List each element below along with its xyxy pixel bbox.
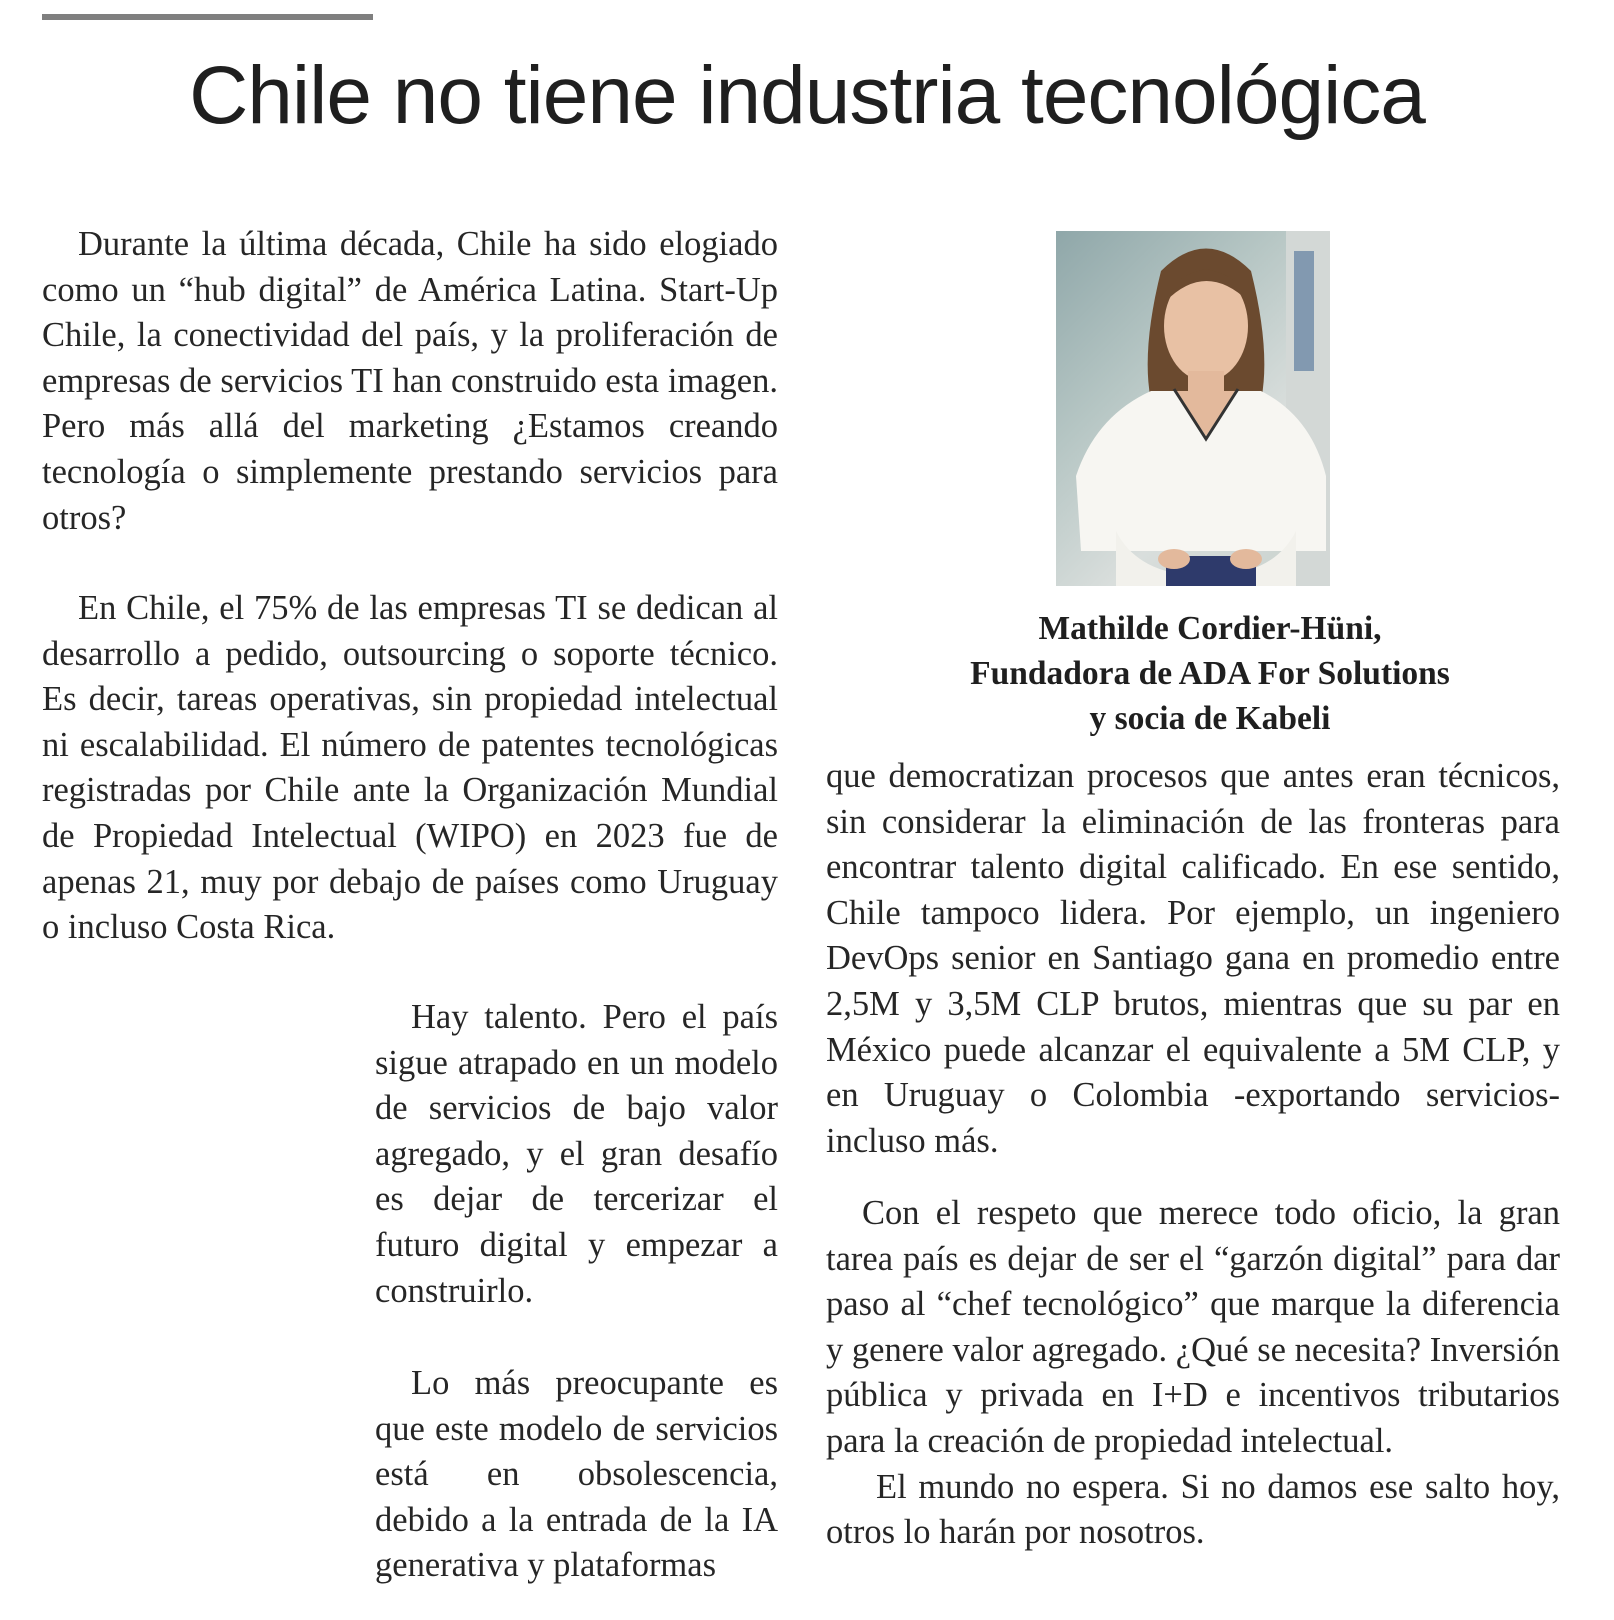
column-left-top [42,222,778,541]
column-left-inset-top [375,995,778,1314]
column-left-inset-bottom [375,1361,778,1589]
paragraph-6: El mundo no espera. Si no damos ese salto hoy, otros lo harán por nosotros. [826,1467,1560,1552]
paragraph-5: Con el respeto que merece todo oficio, la gran tarea país es dejar de ser el “garzón digital” para dar paso al “chef tecnológico” que marque la diferencia y genere valor agregado. ¿Qué se necesita? Inversión pública y privada en I+D e incentivos tributarios para la creación de propiedad intelectual. [826,1194,1560,1460]
author-photo [1056,231,1330,586]
column-right-bottom [826,1191,1560,1556]
column-left-middle [42,586,778,951]
paragraph-2: En Chile, el 75% de las empresas TI se dedican al desarrollo a pedido, outsourcing o soporte técnico. Es decir, tareas operativas, sin propiedad intelectual ni escalabilidad. El número de patentes tecnológicas registradas por Chile ante la Organización Mundial de Propiedad Intelectual (WIPO) en 2023 fue de apenas 21, muy por debajo de países como Uruguay o incluso Costa Rica. [42,589,778,947]
article-headline: Chile no tiene industria tecnológica [189,50,1425,141]
paragraph-4-continued: que democratizan procesos que antes eran técnicos, sin considerar la eliminación de las fronteras para encontrar talento digital calificado. En ese sentido, Chile tampoco lidera. Por ejemplo, un ingeniero DevOps senior en Santiago gana en promedio entre 2,5M y 3,5M CLP brutos, mientras que su par en México puede alcanzar el equivalente a 5M CLP, y en Uruguay o Colombia -exportando servicios- incluso más. [826,757,1560,1160]
author-portrait-illustration [1056,231,1330,586]
column-right-top [826,754,1560,1164]
author-name: Mathilde Cordier-Hüni, [1038,610,1382,647]
author-role-line-1: Fundadora de ADA For Solutions [970,655,1450,692]
paragraph-1: Durante la última década, Chile ha sido elogiado como un “hub digital” de América Latina. Start-Up Chile, la conectividad del país, y la proliferación de empresas de servicios TI han construido esta imagen. Pero más allá del marketing ¿Estamos creando tecnología o simplemente prestando servicios para otros? [42,225,778,537]
top-rule [42,14,373,20]
paragraph-3: Hay talento. Pero el país sigue atrapado en un modelo de servicios de bajo valor agregado, y el gran desafío es dejar de tercerizar el futuro digital y empezar a construirlo. [375,998,778,1310]
author-role-line-2: y socia de Kabeli [1089,700,1331,737]
paragraph-4-start: Lo más preocupante es que este modelo de servicios está en obsolescencia, debido a la entrada de la IA generativa y plataformas [375,1364,778,1585]
author-caption [900,606,1520,741]
